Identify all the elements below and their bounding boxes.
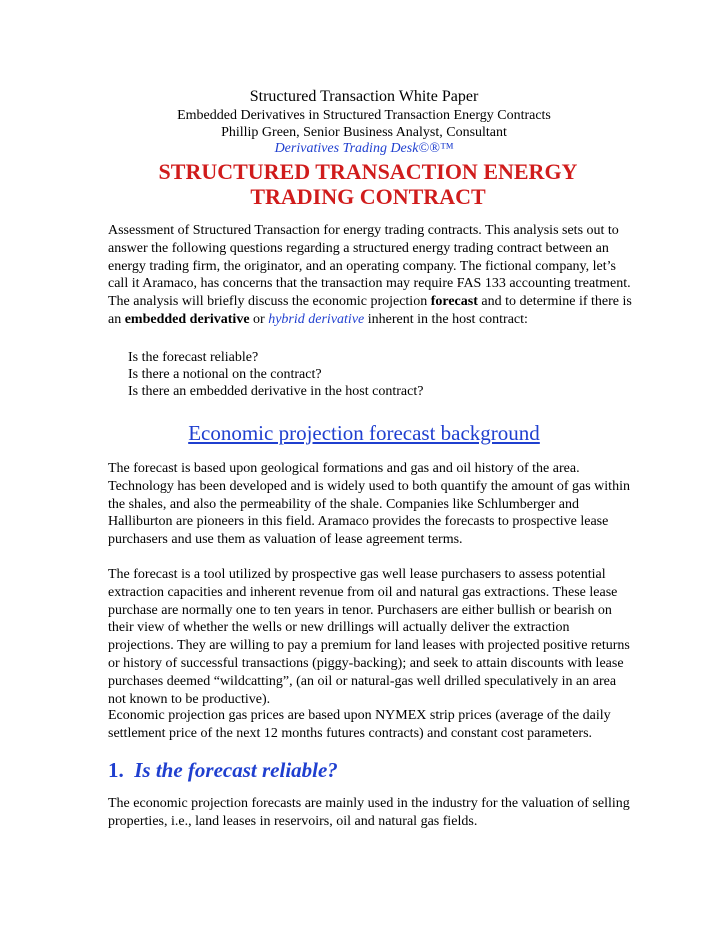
question-item: Is there a notional on the contract? [128, 367, 322, 383]
paragraph-forecast-tool: The forecast is a tool utilized by prospective gas well lease purchasers to assess potential extraction capacities and inherent revenue from oil and natural gas extractions. These lease purchase are normally one to ten years in tenor. Purchasers are either bullish or bearish on their view of whether the wells or new drillings will actually deliver the extraction projections. They are willing to pay a premium for land leases with projected positive returns or history of successful transactions (piggy-backing); and seek to attain discounts with lease purchases deemed “wildcatting”, (an oil or natural-gas well drilled speculatively in an area not known to be productive). [108, 567, 630, 707]
document-subtitle: Embedded Derivatives in Structured Transaction Energy Contracts [177, 108, 551, 123]
intro-text-d: inherent in the host contract: [364, 311, 528, 327]
paragraph-gas-prices: Economic projection gas prices are based upon NYMEX strip prices (average of the daily settlement price of the next 12 months futures contracts) and constant cost parameters. [108, 708, 611, 741]
desk-name: Derivatives Trading Desk©®™ [274, 141, 454, 156]
question-1-number: 1. [108, 758, 124, 782]
intro-bold-forecast: forecast [430, 294, 478, 310]
intro-text-a: Assessment of Structured Transaction for energy trading contracts. This analysis sets out to answer the following questions regarding a structured energy trading contract between an energy trading firm, the originator, and an operating company. The fictional company, let’s call it Aramaco, has concerns that the transaction may require FAS 133 accounting treatment. The analysis will briefly discuss the economic projection [108, 223, 631, 310]
section-heading-text: Economic projection forecast background [188, 421, 540, 445]
intro-bold-embedded-derivative: embedded derivative [124, 311, 250, 327]
author-line: Phillip Green, Senior Business Analyst, Consultant [221, 125, 507, 140]
question-1-text: Is the forecast reliable? [134, 758, 338, 782]
intro-italic-hybrid-derivative: hybrid derivative [268, 311, 365, 327]
intro-paragraph [108, 222, 633, 329]
section-heading [0, 420, 728, 446]
document-title: Structured Transaction White Paper [249, 88, 479, 105]
intro-text-b: and to determine if there is an [108, 294, 632, 327]
question-1-heading [108, 757, 338, 783]
paragraph-forecast-basis: The forecast is based upon geological formations and gas and oil history of the area. Technology has been developed and is widely used to both quantify the amount of gas within the shales, and also the permeability of the shale. Companies like Schlumberger and Halliburton are pioneers in this field. Aramaco provides the forecasts to prospective lease purchasers and use them as valuation of lease agreement terms. [108, 461, 630, 548]
questions-list [128, 349, 423, 401]
intro-text-c: or [249, 311, 269, 327]
main-title: STRUCTURED TRANSACTION ENERGY TRADING CONTRACT [158, 159, 578, 209]
question-item: Is the forecast reliable? [128, 350, 259, 365]
closing-paragraph: The economic projection forecasts are mainly used in the industry for the valuation of selling properties, i.e., land leases in reservoirs, oil and natural gas fields. [108, 796, 630, 829]
question-item: Is there an embedded derivative in the host contract? [128, 384, 424, 400]
